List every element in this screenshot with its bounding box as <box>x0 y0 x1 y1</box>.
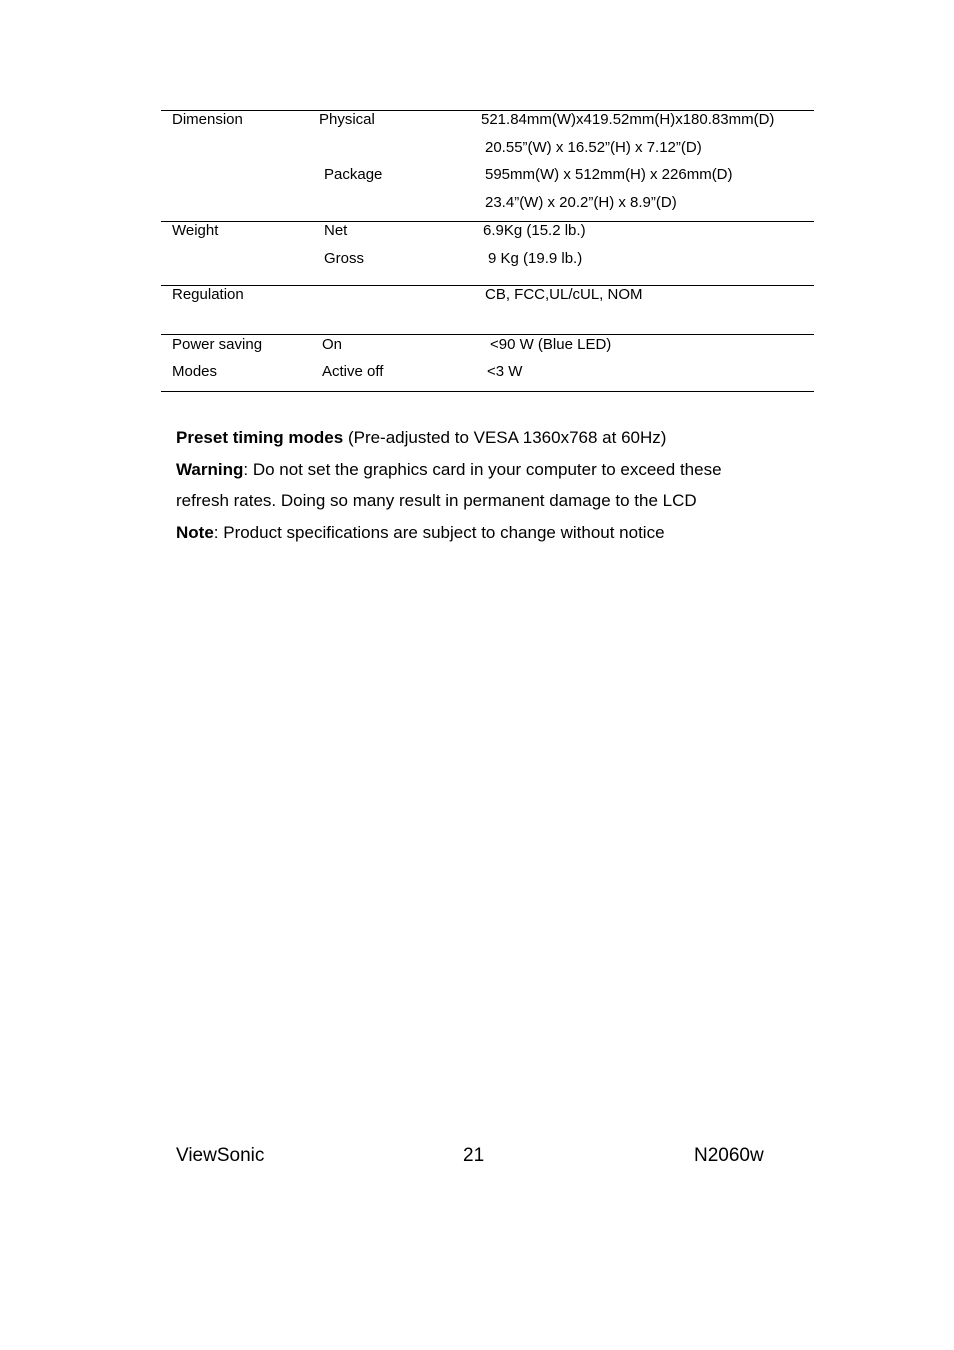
value-package-metric: 595mm(W) x 512mm(H) x 226mm(D) <box>485 166 733 183</box>
value-package-imperial: 23.4”(W) x 20.2”(H) x 8.9”(D) <box>485 194 677 211</box>
value-power-on: <90 W (Blue LED) <box>490 336 612 353</box>
footer-brand: ViewSonic <box>176 1145 265 1166</box>
value-physical-imperial: 20.55”(W) x 16.52”(H) x 7.12”(D) <box>485 139 702 156</box>
preset-timing-text: (Pre-adjusted to VESA 1360x768 at 60Hz) <box>343 428 667 447</box>
value-net-weight: 6.9Kg (15.2 lb.) <box>483 222 586 239</box>
warning-line <box>176 454 816 486</box>
warning-heading: Warning <box>176 459 244 479</box>
sub-label-net: Net <box>324 222 348 239</box>
value-regulation: CB, FCC,UL/cUL, NOM <box>485 286 643 303</box>
preset-timing-line <box>176 422 816 454</box>
table-rule-bottom <box>161 391 814 392</box>
row-label-modes: Modes <box>172 363 218 380</box>
note-heading: Note <box>176 522 214 542</box>
sub-label-active-off: Active off <box>322 363 384 380</box>
sub-label-on: On <box>322 336 343 353</box>
warning-text-continued: refresh rates. Doing so many result in permanent damage to the LCD <box>176 491 697 510</box>
row-label-power-saving: Power saving <box>172 336 263 353</box>
sub-label-gross: Gross <box>324 250 365 267</box>
sub-label-package: Package <box>324 166 383 183</box>
note-line <box>176 517 816 549</box>
sub-label-physical: Physical <box>319 111 375 128</box>
value-physical-metric: 521.84mm(W)x419.52mm(H)x180.83mm(D) <box>481 111 775 128</box>
table-rule-regulation-end <box>161 334 814 335</box>
footer-page-number: 21 <box>463 1145 485 1166</box>
warning-line-2 <box>176 485 816 517</box>
footer-model: N2060w <box>694 1145 764 1166</box>
value-gross-weight: 9 Kg (19.9 lb.) <box>488 250 583 267</box>
preset-timing-heading: Preset timing modes <box>176 428 344 447</box>
value-power-active-off: <3 W <box>487 363 523 380</box>
note-text: : Product specifications are subject to change without notice <box>213 522 665 542</box>
notes-section <box>176 422 816 548</box>
row-label-regulation: Regulation <box>172 286 244 303</box>
row-label-weight: Weight <box>172 222 219 239</box>
warning-text: : Do not set the graphics card in your computer to exceed these <box>243 459 722 479</box>
row-label-dimension: Dimension <box>172 111 243 128</box>
